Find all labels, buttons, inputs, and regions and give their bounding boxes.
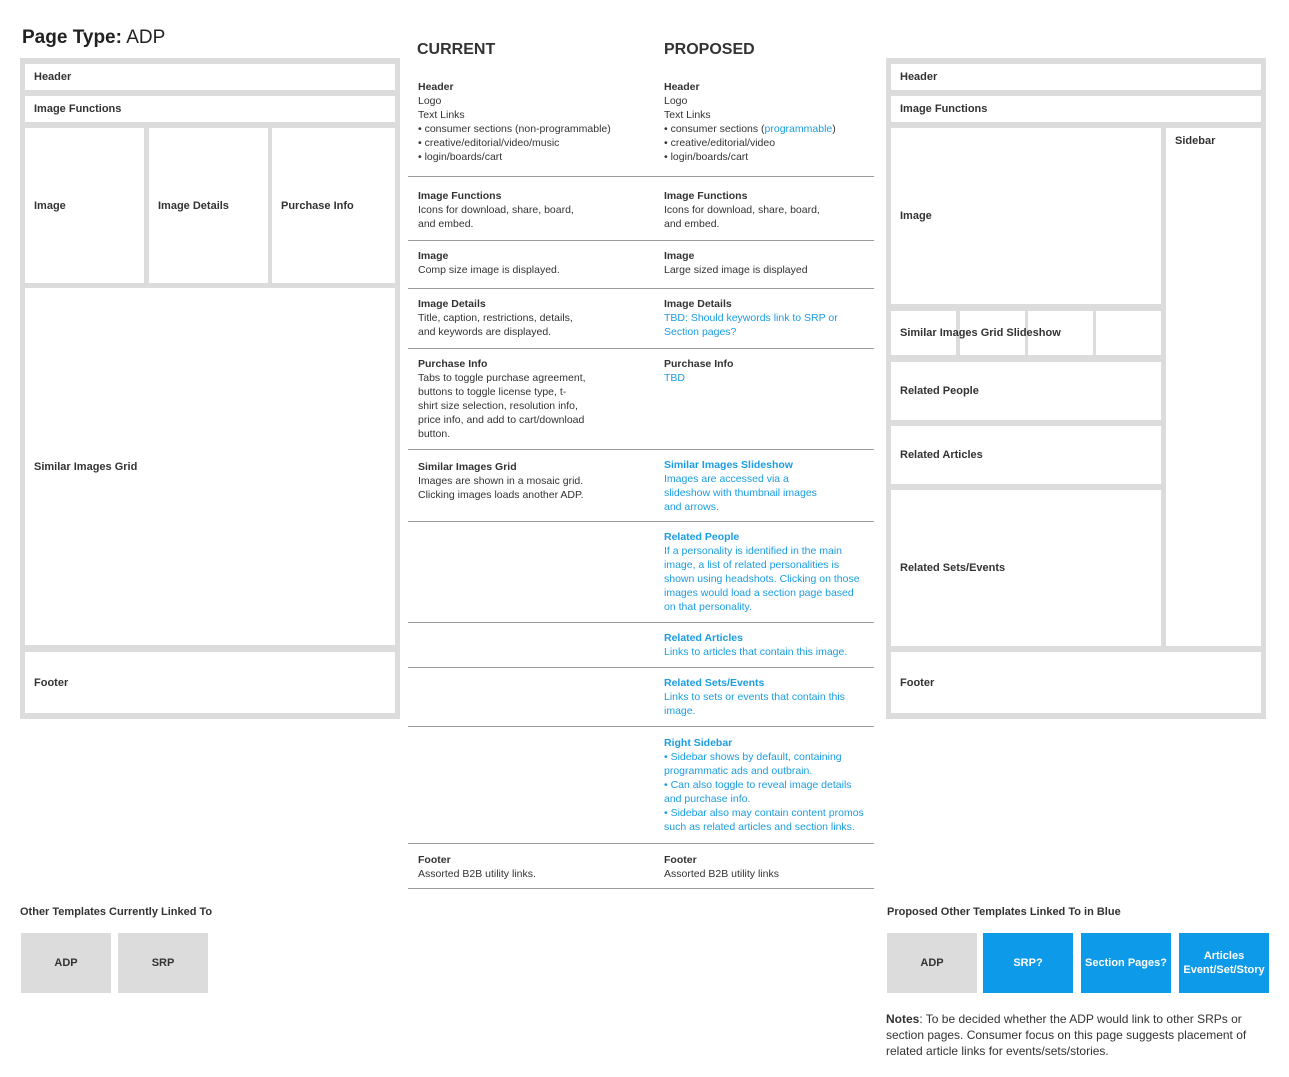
block-label: Footer [34,676,69,689]
cell-line: Links to articles that contain this image. [664,646,848,658]
cell-title: Image Functions [664,190,748,202]
cell-title: Image [418,250,449,262]
block-label: Similar Images Grid Slideshow [900,327,1061,339]
cell-title: Header [664,81,700,93]
cell-title: Image Functions [418,190,502,202]
cell-line: buttons to toggle license type, t- [418,386,567,398]
proposed-footer-block [891,652,1261,713]
cell-line: button. [418,428,451,440]
cell-line: price info, and add to cart/download [418,414,585,426]
cell-line: • Can also toggle to reveal image details [664,779,852,791]
cell-line: and embed. [418,218,474,230]
cell-line: and embed. [664,218,720,230]
cell-line: on that personality. [664,601,752,613]
current-heading: CURRENT [417,41,496,58]
row-image-functions [408,177,874,241]
proposed-link-articles[interactable]: Articles Event/Set/Story [1179,933,1269,993]
cell-line: Tabs to toggle purchase agreement, [418,372,586,384]
cell-line: image. [664,705,696,717]
cell-line: Links to sets or events that contain this [664,691,845,703]
block-label: Purchase Info [281,199,354,212]
cell-title: Image Details [664,298,732,310]
proposed-image-functions-cell [664,189,820,231]
current-purchase-info-block [272,128,395,283]
cell-line: • consumer sections (non-programmable) [418,123,611,135]
cell-title: Related People [664,531,740,543]
cell-title: Header [418,81,454,93]
block-label: Image Details [158,199,229,212]
cell-line: If a personality is identified in the main [664,545,843,557]
cell-title: Purchase Info [664,358,734,370]
row-image [408,241,874,289]
current-purchase-info-cell [418,357,586,441]
current-header-block [25,64,395,90]
current-image-functions-cell [418,189,574,231]
proposed-related-people-cell [664,530,860,614]
current-footer-block [25,652,395,713]
proposed-image-details-cell [664,297,838,339]
proposed-link-srp[interactable]: SRP? [983,933,1073,993]
proposed-heading: PROPOSED [664,41,755,58]
proposed-similar-images-block [891,311,1061,355]
row-related-sets [408,668,874,727]
proposed-related-sets-block [891,490,1161,646]
cell-text: ) [832,123,836,135]
cell-line: Images are shown in a mosaic grid. [418,475,584,487]
proposed-link-adp[interactable]: ADP [887,933,977,993]
cell-line: • login/boards/cart [664,151,749,163]
cell-line: Assorted B2B utility links [664,868,779,880]
proposed-image-functions-block [891,96,1261,122]
proposed-wireframe [886,58,1266,719]
proposed-link-section-pages[interactable]: Section Pages? [1081,933,1171,993]
cell-line: • creative/editorial/video [664,137,776,149]
proposed-right-sidebar-cell [664,736,864,834]
proposed-related-people-block [891,362,1161,420]
cell-line: Images are accessed via a [664,473,789,485]
block-label: Image Functions [900,103,988,115]
proposed-header-cell [664,80,836,164]
current-image-functions-block [25,96,395,122]
current-image-block [25,128,144,283]
cell-line: programmatic ads and outbrain. [664,765,813,777]
proposed-image-block [891,128,1161,304]
cell-line [664,122,836,136]
notes [886,1011,1271,1059]
cell-line: and keywords are displayed. [418,326,552,338]
row-header [408,74,874,177]
cell-line: Text Links [418,109,465,121]
cell-line: Comp size image is displayed. [418,264,560,276]
cell-title: Similar Images Grid [418,461,517,473]
current-header-cell [418,80,611,164]
proposed-related-sets-cell [664,676,845,718]
cell-title: Footer [664,854,697,866]
page-title [22,27,165,49]
current-similar-images-block [25,288,395,645]
cell-line: Large sized image is displayed [664,264,808,276]
block-label: Header [34,71,72,83]
block-label: Image [34,199,66,212]
cell-line: Text Links [664,109,711,121]
proposed-sidebar-block [1166,128,1261,646]
proposed-footer-cell [664,853,779,881]
notes-label: Notes [886,1012,920,1026]
current-footer-cell [418,853,536,881]
cell-line: • login/boards/cart [418,151,503,163]
cell-line: TBD: Should keywords link to SRP or [664,312,838,324]
page-type-value: ADP [126,27,166,48]
block-label: Related Articles [900,449,983,461]
block-label: Image [900,210,932,222]
block-label: Sidebar [1175,135,1216,147]
row-footer [408,844,874,889]
current-image-details-cell [418,297,573,339]
proposed-related-articles-cell [664,631,847,659]
cell-line: • creative/editorial/video/music [418,137,560,149]
row-related-articles [408,623,874,668]
block-label: Footer [900,676,935,689]
proposed-links-title: Proposed Other Templates Linked To in Blue [887,906,1121,918]
cell-line: Assorted B2B utility links. [418,868,536,880]
cell-text: • consumer sections ( [664,123,765,135]
proposed-image-cell [664,249,808,277]
notes-text: : To be decided whether the ADP would link to other SRPs or section pages. Consumer focus on this page suggests placement of related article links for events/sets/stories. [886,1012,1247,1058]
block-label: Header [900,71,938,83]
cell-line: Title, caption, restrictions, details, [418,312,573,324]
cell-title: Purchase Info [418,358,488,370]
cell-line: • Sidebar shows by default, containing [664,751,842,763]
cell-title: Image [664,250,695,262]
cell-line: shirt size selection, resolution info, [418,400,578,412]
current-similar-images-cell [418,460,584,502]
block-label: Related Sets/Events [900,562,1006,574]
row-related-people [408,522,874,623]
current-image-details-block [149,128,268,283]
cell-line: and purchase info. [664,793,751,805]
proposed-related-articles-block [891,426,1161,484]
row-right-sidebar [408,727,874,844]
cell-title: Related Articles [664,632,743,644]
cell-line: and arrows. [664,501,719,513]
cell-line: slideshow with thumbnail images [664,487,817,499]
row-image-details [408,289,874,349]
cell-title: Related Sets/Events [664,677,765,689]
cell-line: • Sidebar also may contain content promos [664,807,864,819]
cell-line: shown using headshots. Clicking on those [664,573,860,585]
block-label: Image Functions [34,103,122,115]
current-link-adp[interactable]: ADP [21,933,111,993]
current-wireframe [20,58,400,719]
cell-title: Footer [418,854,451,866]
cell-line: Logo [664,95,688,107]
cell-title: Right Sidebar [664,737,733,749]
cell-line: Clicking images loads another ADP. [418,489,584,501]
cell-line: image, a list of related personalities is [664,559,840,571]
page-type-label: Page Type: [22,27,122,48]
cell-line: Section pages? [664,326,737,338]
cell-line: such as related articles and section links. [664,821,855,833]
block-label: Related People [900,385,979,397]
slideshow-thumb-4 [1096,311,1161,355]
current-link-srp[interactable]: SRP [118,933,208,993]
programmable-highlight: programmable [764,123,833,135]
row-purchase-info [408,349,874,450]
cell-line: Icons for download, share, board, [664,204,820,216]
proposed-similar-images-cell [664,458,817,514]
cell-title: Image Details [418,298,486,310]
cell-line: Logo [418,95,442,107]
proposed-header-block [891,64,1261,90]
row-similar-images [408,450,874,522]
current-image-cell [418,249,560,277]
proposed-purchase-info-cell [664,357,733,385]
block-label: Similar Images Grid [34,460,138,473]
cell-title: Similar Images Slideshow [664,459,793,471]
current-links-title: Other Templates Currently Linked To [20,906,213,918]
cell-line: images would load a section page based [664,587,854,599]
cell-line: Icons for download, share, board, [418,204,574,216]
cell-line: TBD [664,372,685,384]
